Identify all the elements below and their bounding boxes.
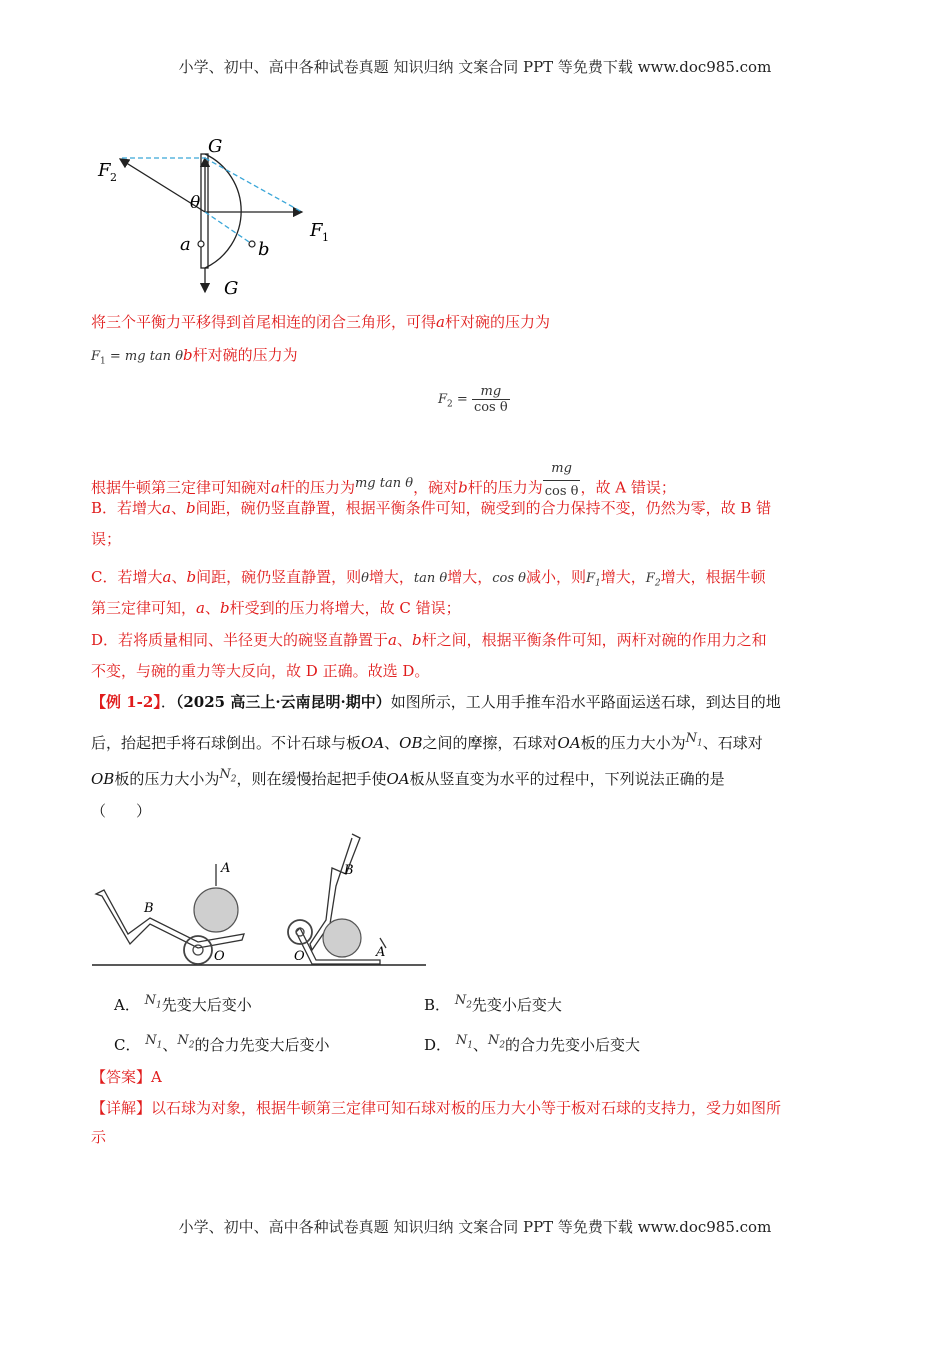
option-c-analysis-1: C．若增大a、b间距，碗仍竖直静置，则θ增大，tan θ增大，cos θ减小，则$F_1$增大，$F_2$增大，根据牛顿 bbox=[91, 568, 766, 589]
text: 将三个平衡力平移得到首尾相连的闭合三角形，可得 bbox=[91, 313, 437, 331]
formula-f1: $F_1$ = mg tan θ bbox=[91, 349, 184, 367]
label-g-top: G bbox=[208, 136, 223, 157]
option-c[interactable]: C． $N_1$、$N_2$的合力先变大后变小 bbox=[114, 1033, 330, 1054]
example-source: （2025 高三上·云南昆明·期中） bbox=[175, 693, 391, 711]
wheelbarrow-figure bbox=[90, 828, 430, 970]
point-b bbox=[249, 241, 255, 247]
label-theta: θ bbox=[190, 193, 201, 213]
label-a-right: A bbox=[376, 945, 386, 960]
page-footer: 小学、初中、高中各种试卷真题 知识归纳 文案合同 PPT 等免费下载 www.doc985.com bbox=[178, 1218, 772, 1236]
var-b: b bbox=[183, 346, 193, 364]
label-a: a bbox=[180, 234, 191, 255]
option-d-analysis-1: D．若将质量相同、半径更大的碗竖直静置于a、b杆之间，根据平衡条件可知，两杆对碗的作用力之和 bbox=[91, 631, 767, 649]
bowl-arc bbox=[205, 154, 241, 268]
page-header: 小学、初中、高中各种试卷真题 知识归纳 文案合同 PPT 等免费下载 www.doc985.com bbox=[178, 58, 772, 76]
option-d-analysis-2: 不变，与碗的重力等大反向，故 D 正确。故选 D。 bbox=[91, 662, 430, 680]
example-line-4: （ ） bbox=[91, 802, 152, 820]
option-b-analysis-1: B．若增大a、b间距，碗仍竖直静置，根据平衡条件可知，碗受到的合力保持不变，仍然为零，故 B 错 bbox=[91, 499, 772, 517]
example-line-3: OB板的压力大小为$N_2$，则在缓慢抬起把手使OA板从竖直变为水平的过程中，下列说法正确的是 bbox=[91, 767, 725, 788]
formula-mgtan: mg tan θ bbox=[354, 475, 414, 491]
label-a-left: A bbox=[221, 861, 231, 876]
option-b[interactable]: B． $N_2$先变小后变大 bbox=[424, 993, 562, 1014]
solution-line-1 bbox=[91, 311, 550, 333]
text: 杆对碗的压力为 bbox=[444, 313, 550, 331]
text: 杆对碗的压力为 bbox=[192, 346, 298, 364]
label-f1: F bbox=[310, 220, 323, 241]
label-b-right: B bbox=[344, 863, 354, 878]
formula-mg-over-cos: $\frac{mg}{\text{cos θ}}$ bbox=[543, 458, 581, 503]
label-b-left: B bbox=[144, 901, 154, 916]
example-tag: 【例 1-2】 bbox=[91, 693, 161, 711]
example-line-2: 后，抬起把手将石球倒出。不计石球与板OA、OB之间的摩擦，石球对OA板的压力大小为$N_1$、石球对 bbox=[91, 731, 763, 752]
option-a[interactable]: A． $N_1$先变大后变小 bbox=[114, 993, 252, 1014]
solution-line-3: 根据牛顿第三定律可知碗对a杆的压力为mg tan θ，碗对b杆的压力为 $\frac{mg}{\text{cos θ}}$ ，故 A 错误； bbox=[91, 466, 676, 511]
solution-line-2 bbox=[91, 344, 298, 373]
label-g-bottom: G bbox=[224, 278, 239, 299]
ball-left bbox=[194, 888, 238, 932]
label-o-left: O bbox=[214, 949, 225, 964]
option-c-analysis-2: 第三定律可知，a、b杆受到的压力将增大，故 C 错误； bbox=[91, 599, 461, 617]
label-f2: F bbox=[98, 160, 111, 181]
point-a bbox=[198, 241, 204, 247]
label-b: b bbox=[258, 239, 270, 260]
var-a: a bbox=[436, 313, 445, 331]
detail-line-1: 【详解】以石球为对象，根据牛顿第三定律可知石球对板的压力大小等于板对石球的支持力，受力如图所 bbox=[91, 1099, 782, 1117]
answer-line: 【答案】A bbox=[91, 1068, 162, 1086]
ball-right bbox=[323, 919, 361, 957]
label-o-right: O bbox=[294, 949, 305, 964]
formula-f2: $F_2$ = $\frac{mg}{\text{cos θ}}$ bbox=[438, 384, 508, 415]
label-f2-sub: 2 bbox=[110, 171, 117, 184]
force-diagram-bowl bbox=[92, 132, 342, 304]
dash-b bbox=[205, 212, 252, 244]
label-f1-sub: 1 bbox=[322, 231, 329, 244]
option-b-analysis-2: 误； bbox=[91, 530, 122, 548]
dash-diag bbox=[205, 158, 302, 212]
detail-line-2: 示 bbox=[91, 1128, 107, 1146]
example-line-1: 【例 1-2】．（2025 高三上·云南昆明·期中）如图所示，工人用手推车沿水平路面运送石球，到达目的地 bbox=[91, 693, 781, 711]
option-d[interactable]: D． $N_1$、$N_2$的合力先变小后变大 bbox=[424, 1033, 641, 1054]
